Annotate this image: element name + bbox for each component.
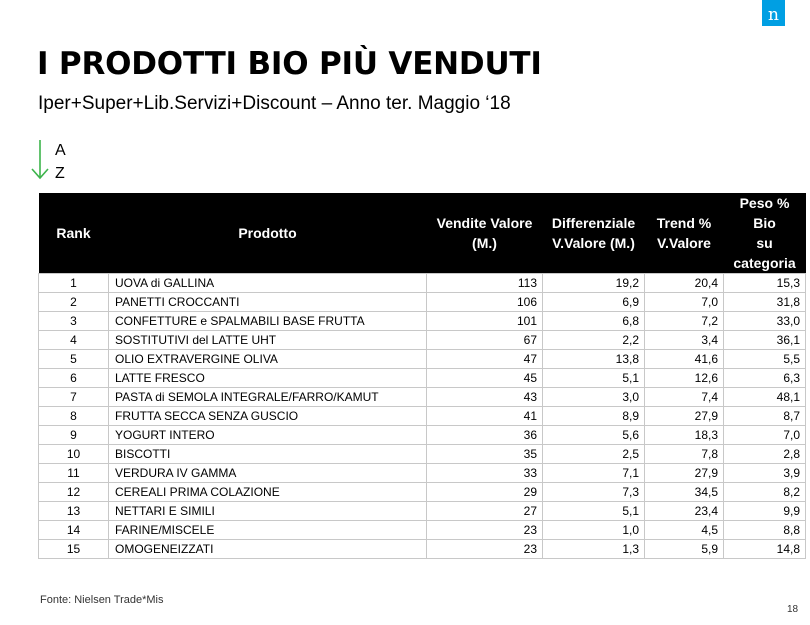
- rank-cell: 15: [39, 540, 109, 559]
- bio-share-cell: 48,1: [724, 388, 806, 407]
- sales-diff-cell: 5,6: [543, 426, 645, 445]
- rank-cell: 5: [39, 350, 109, 369]
- product-cell: VERDURA IV GAMMA: [109, 464, 427, 483]
- bio-share-cell: 7,0: [724, 426, 806, 445]
- bio-share-cell: 8,2: [724, 483, 806, 502]
- bio-share-cell: 31,8: [724, 293, 806, 312]
- trend-cell: 20,4: [645, 274, 724, 293]
- sales-value-cell: 35: [427, 445, 543, 464]
- product-cell: UOVA di GALLINA: [109, 274, 427, 293]
- sales-diff-cell: 3,0: [543, 388, 645, 407]
- product-cell: NETTARI E SIMILI: [109, 502, 427, 521]
- bio-share-cell: 36,1: [724, 331, 806, 350]
- table-body: [39, 274, 806, 559]
- product-cell: SOSTITUTIVI del LATTE UHT: [109, 331, 427, 350]
- table-row: [39, 331, 806, 350]
- column-header-differenziale: Differenziale V.Valore (M.): [543, 193, 645, 274]
- product-cell: YOGURT INTERO: [109, 426, 427, 445]
- rank-cell: 14: [39, 521, 109, 540]
- rank-cell: 7: [39, 388, 109, 407]
- trend-cell: 3,4: [645, 331, 724, 350]
- table-row: [39, 464, 806, 483]
- trend-cell: 7,8: [645, 445, 724, 464]
- column-header-prodotto: Prodotto: [109, 193, 427, 274]
- trend-cell: 41,6: [645, 350, 724, 369]
- rank-cell: 8: [39, 407, 109, 426]
- product-cell: OLIO EXTRAVERGINE OLIVA: [109, 350, 427, 369]
- table-row: [39, 540, 806, 559]
- bio-share-cell: 3,9: [724, 464, 806, 483]
- rank-cell: 9: [39, 426, 109, 445]
- rank-cell: 4: [39, 331, 109, 350]
- trend-cell: 7,0: [645, 293, 724, 312]
- sales-diff-cell: 2,5: [543, 445, 645, 464]
- sales-diff-cell: 7,1: [543, 464, 645, 483]
- product-cell: PASTA di SEMOLA INTEGRALE/FARRO/KAMUT: [109, 388, 427, 407]
- sales-value-cell: 113: [427, 274, 543, 293]
- rank-cell: 13: [39, 502, 109, 521]
- sales-value-cell: 106: [427, 293, 543, 312]
- column-header-trend: Trend % V.Valore: [645, 193, 724, 274]
- table-row: [39, 274, 806, 293]
- product-cell: FARINE/MISCELE: [109, 521, 427, 540]
- table-row: [39, 483, 806, 502]
- sales-diff-cell: 2,2: [543, 331, 645, 350]
- sales-diff-cell: 6,8: [543, 312, 645, 331]
- bio-products-table: [38, 193, 806, 559]
- trend-cell: 12,6: [645, 369, 724, 388]
- sort-alpha-down-icon: [30, 140, 70, 184]
- product-cell: CEREALI PRIMA COLAZIONE: [109, 483, 427, 502]
- sales-value-cell: 41: [427, 407, 543, 426]
- page-number: 18: [787, 604, 799, 615]
- column-header-peso-bio: Peso % Bio su categoria: [724, 193, 806, 274]
- sort-letter-bottom: Z: [55, 165, 65, 182]
- sort-letter-top: A: [55, 142, 66, 159]
- sales-value-cell: 47: [427, 350, 543, 369]
- sales-value-cell: 36: [427, 426, 543, 445]
- sales-diff-cell: 19,2: [543, 274, 645, 293]
- sales-value-cell: 101: [427, 312, 543, 331]
- table-row: [39, 426, 806, 445]
- column-header-vendite-valore: Vendite Valore (M.): [427, 193, 543, 274]
- page-subtitle: Iper+Super+Lib.Servizi+Discount – Anno ter. Maggio ‘18: [38, 93, 511, 114]
- sales-value-cell: 45: [427, 369, 543, 388]
- table-header-row: [39, 193, 806, 274]
- table-row: [39, 369, 806, 388]
- sales-diff-cell: 7,3: [543, 483, 645, 502]
- product-cell: BISCOTTI: [109, 445, 427, 464]
- rank-cell: 11: [39, 464, 109, 483]
- trend-cell: 4,5: [645, 521, 724, 540]
- sales-value-cell: 29: [427, 483, 543, 502]
- sales-value-cell: 23: [427, 521, 543, 540]
- table-row: [39, 407, 806, 426]
- table-row: [39, 293, 806, 312]
- sales-value-cell: 27: [427, 502, 543, 521]
- table-row: [39, 350, 806, 369]
- sales-diff-cell: 1,3: [543, 540, 645, 559]
- table-row: [39, 312, 806, 331]
- rank-cell: 2: [39, 293, 109, 312]
- bio-share-cell: 8,8: [724, 521, 806, 540]
- table-row: [39, 388, 806, 407]
- product-cell: OMOGENEIZZATI: [109, 540, 427, 559]
- bio-share-cell: 14,8: [724, 540, 806, 559]
- sales-diff-cell: 5,1: [543, 369, 645, 388]
- product-cell: CONFETTURE e SPALMABILI BASE FRUTTA: [109, 312, 427, 331]
- source-note: Fonte: Nielsen Trade*Mis: [40, 594, 164, 606]
- bio-share-cell: 9,9: [724, 502, 806, 521]
- rank-cell: 10: [39, 445, 109, 464]
- table-row: [39, 502, 806, 521]
- rank-cell: 3: [39, 312, 109, 331]
- trend-cell: 23,4: [645, 502, 724, 521]
- trend-cell: 34,5: [645, 483, 724, 502]
- sales-diff-cell: 1,0: [543, 521, 645, 540]
- nielsen-logo: n: [762, 0, 785, 26]
- product-cell: PANETTI CROCCANTI: [109, 293, 427, 312]
- trend-cell: 27,9: [645, 464, 724, 483]
- column-header-rank: Rank: [39, 193, 109, 274]
- rank-cell: 1: [39, 274, 109, 293]
- sales-diff-cell: 6,9: [543, 293, 645, 312]
- sales-diff-cell: 5,1: [543, 502, 645, 521]
- bio-share-cell: 8,7: [724, 407, 806, 426]
- sales-diff-cell: 8,9: [543, 407, 645, 426]
- trend-cell: 5,9: [645, 540, 724, 559]
- bio-share-cell: 15,3: [724, 274, 806, 293]
- rank-cell: 12: [39, 483, 109, 502]
- sales-value-cell: 33: [427, 464, 543, 483]
- sales-value-cell: 23: [427, 540, 543, 559]
- trend-cell: 27,9: [645, 407, 724, 426]
- bio-share-cell: 2,8: [724, 445, 806, 464]
- sales-diff-cell: 13,8: [543, 350, 645, 369]
- bio-share-cell: 6,3: [724, 369, 806, 388]
- product-cell: FRUTTA SECCA SENZA GUSCIO: [109, 407, 427, 426]
- trend-cell: 7,2: [645, 312, 724, 331]
- trend-cell: 7,4: [645, 388, 724, 407]
- bio-share-cell: 33,0: [724, 312, 806, 331]
- product-cell: LATTE FRESCO: [109, 369, 427, 388]
- bio-share-cell: 5,5: [724, 350, 806, 369]
- sales-value-cell: 43: [427, 388, 543, 407]
- table-row: [39, 521, 806, 540]
- sales-value-cell: 67: [427, 331, 543, 350]
- page-title: I PRODOTTI BIO PIÙ VENDUTI: [37, 46, 542, 82]
- trend-cell: 18,3: [645, 426, 724, 445]
- table-row: [39, 445, 806, 464]
- rank-cell: 6: [39, 369, 109, 388]
